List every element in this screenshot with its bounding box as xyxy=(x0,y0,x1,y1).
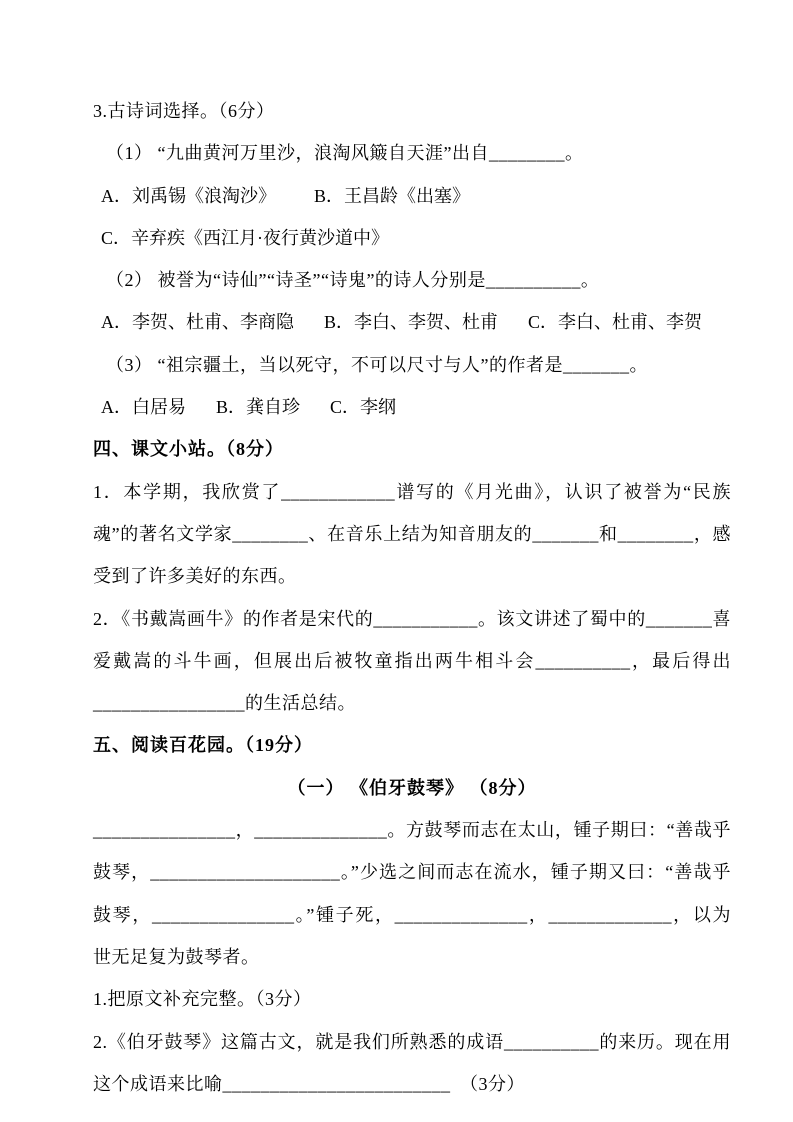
q3-item3-stem: （3） “祖宗疆土，当以死守，不可以尺寸与人”的作者是_______。 xyxy=(106,354,648,375)
q3-item1-option-b: B．王昌龄《出塞》 xyxy=(314,185,471,206)
q3-item3-option-a: A．白居易 xyxy=(101,397,186,418)
q3-item1-option-a: A．刘禹锡《浪淘沙》 xyxy=(101,185,276,206)
q3-item3-option-b: B．龚自珍 xyxy=(216,397,301,418)
q3-item2-options xyxy=(93,301,731,343)
q3-item2-stem: （2） 被誉为“诗仙”“诗圣”“诗鬼”的诗人分别是__________。 xyxy=(106,270,600,291)
section-5 xyxy=(93,724,731,1105)
section-4-q1: 1．本学期，我欣赏了____________谱写的《月光曲》，认识了被誉为“民族魂”的著名文学家________、在音乐上结为知音朋友的_______和________，感受到了许多美好的东西。 xyxy=(93,481,731,587)
q3-heading: 3.古诗词选择。（6分） xyxy=(93,101,275,121)
section-q3 xyxy=(93,90,731,428)
section-4-q2: 2．《书戴嵩画牛》的作者是宋代的___________。该文讲述了蜀中的_______喜爱戴嵩的斗牛画，但展出后被牧童指出两牛相斗会__________，最后得出________________的生活总结。 xyxy=(93,608,731,714)
section-5-q2: 2.《伯牙鼓琴》这篇古文，就是我们所熟悉的成语__________的来历。现在用这个成语来比喻________________________ （3分） xyxy=(93,1031,731,1094)
section-5-q1: 1.把原文补充完整。（3分） xyxy=(93,989,312,1010)
q3-item2-option-a: A．李贺、杜甫、李商隐 xyxy=(101,312,294,333)
q3-item1-stem: （1） “九曲黄河万里沙，浪淘风簸自天涯”出自________。 xyxy=(106,143,584,164)
q3-item2-option-c: C．李白、杜甫、李贺 xyxy=(528,312,703,333)
q3-item1-options xyxy=(93,175,731,260)
passage-text: _______________，______________。方鼓琴而志在太山，锺子期曰：“善哉乎鼓琴，____________________。”少选之间而志在流水，锺子期又曰：“善哉乎鼓琴，_______________。”锺子死，______________，_____________，以为世无足复为鼓琴者。 xyxy=(93,820,731,967)
q3-item3-options xyxy=(93,386,731,428)
section-4-heading: 四、课文小站。（8分） xyxy=(93,439,284,460)
q3-item1-option-c: C．辛弃疾《西江月·夜行黄沙道中》 xyxy=(101,227,389,248)
section-5-heading: 五、阅读百花园。（19分） xyxy=(93,735,313,756)
q3-item2-option-b: B．李白、李贺、杜甫 xyxy=(324,312,499,333)
q3-item3-option-c: C．李纲 xyxy=(330,397,397,418)
passage-title: （一） 《伯牙鼓琴》 （8分） xyxy=(287,777,537,798)
section-4 xyxy=(93,428,731,724)
